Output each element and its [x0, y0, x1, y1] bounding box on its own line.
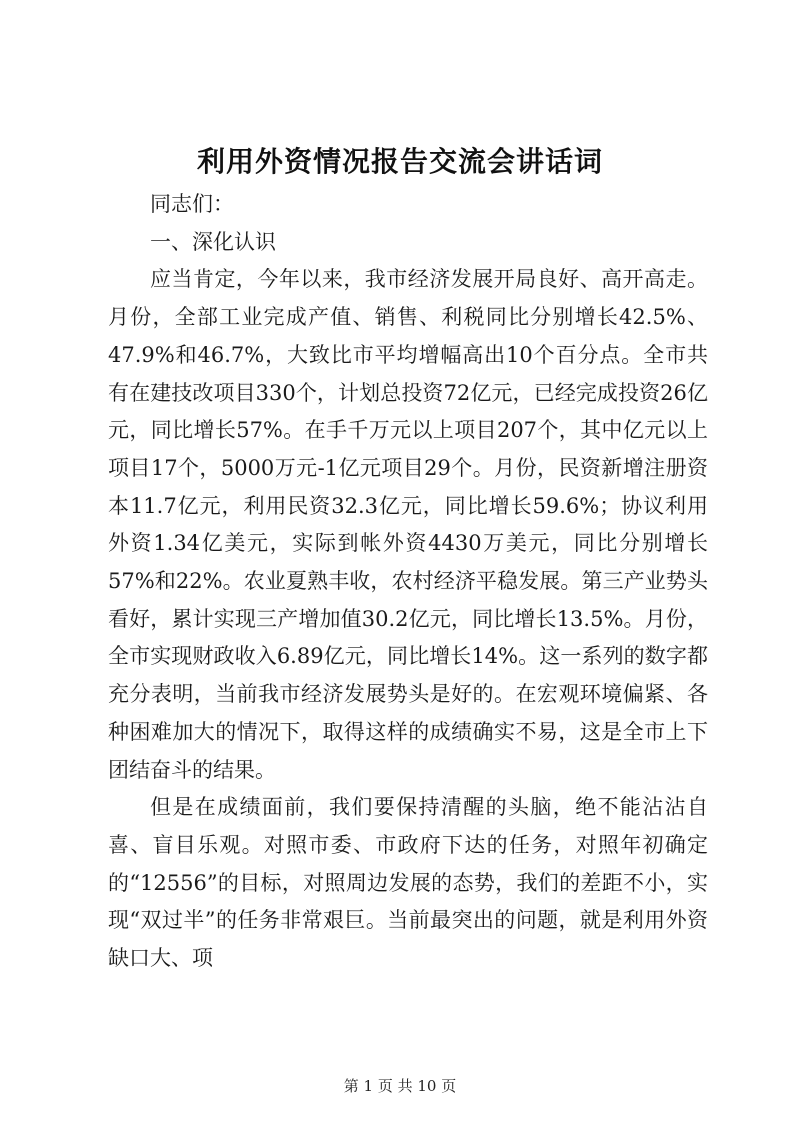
document-body: [108, 186, 708, 978]
paragraph: 应当肯定，今年以来，我市经济发展开局良好、高开高走。月份，全部工业完成产值、销售、利税同比分别增长42.5%、47.9%和46.7%，大致比市平均增幅高出10个百分点。全市共有在建技改项目330个，计划总投资72亿元，已经完成投资26亿元，同比增长57%。在手千万元以上项目207个，其中亿元以上项目17个，5000万元-1亿元项目29个。月份，民资新增注册资本11.7亿元，利用民资32.3亿元，同比增长59.6%；协议利用外资1.34亿美元，实际到帐外资4430万美元，同比分别增长57%和22%。农业夏熟丰收，农村经济平稳发展。第三产业势头看好，累计实现三产增加值30.2亿元，同比增长13.5%。月份，全市实现财政收入6.89亿元，同比增长14%。这一系列的数字都充分表明，当前我市经济发展势头是好的。在宏观环境偏紧、各种困难加大的情况下，取得这样的成绩确实不易，这是全市上下团结奋斗的结果。: [108, 267, 708, 782]
document-title: 利用外资情况报告交流会讲话词: [196, 145, 603, 178]
section-heading: 一、深化认识: [150, 229, 276, 254]
salutation: 同志们：: [150, 192, 234, 216]
page-number-footer: 第 1 页 共 10 页: [343, 1077, 457, 1095]
paragraph: 但是在成绩面前，我们要保持清醒的头脑，绝不能沾沾自喜、盲目乐观。对照市委、市政府下达的任务，对照年初确定的“12556”的目标，对照周边发展的态势，我们的差距不小，实现“双过半”的任务非常艰巨。当前最突出的问题，就是利用外资缺口大、项: [108, 795, 708, 971]
